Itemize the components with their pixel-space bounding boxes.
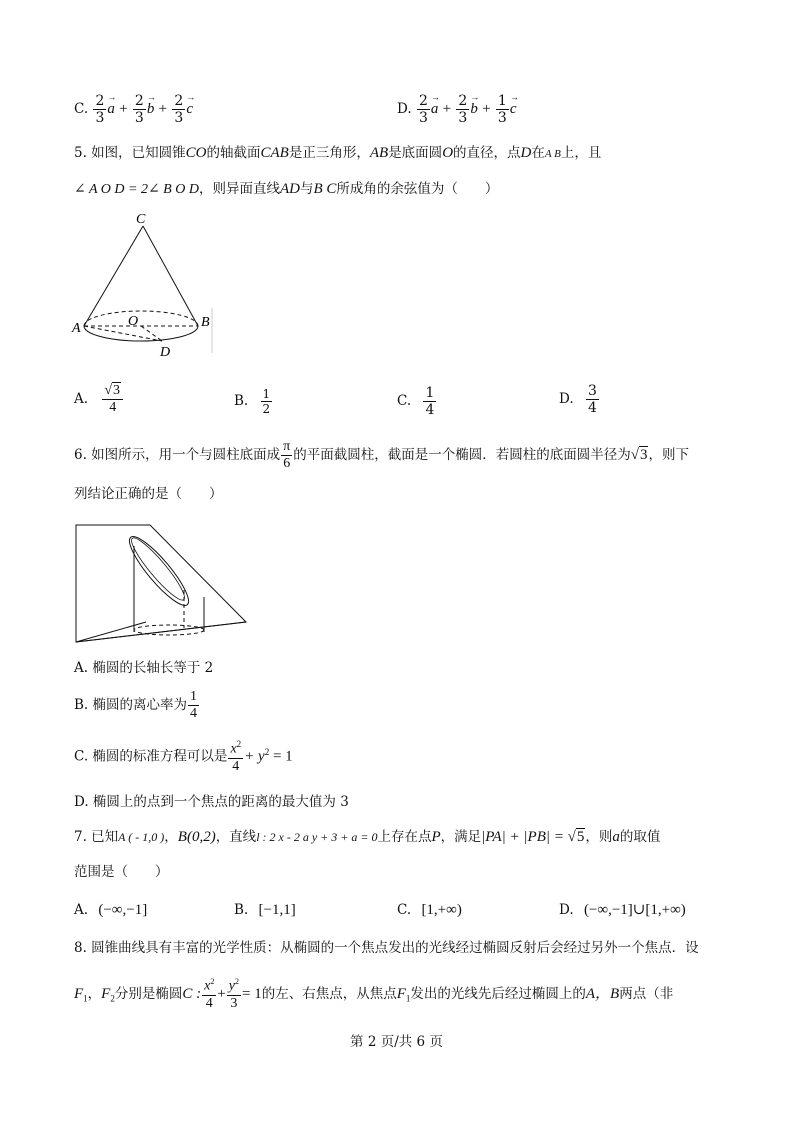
q5-stem-line2: ∠ A O D = 2∠ B O D，则异面直线AD与B C所成角的余弦值为（ ）	[74, 181, 499, 197]
q7-option-b: B. [−1,1]	[234, 902, 296, 918]
q7-stem-line2: 范围是（ ）	[74, 864, 169, 880]
page-footer: 第 2 页/共 6 页	[350, 1034, 443, 1050]
q8-stem-line2: $F_1$，$F_2$分别是椭圆C : $\frac{x^2}{4}$ + $\frac{y^2}{3}$ = 1的左、右焦点，从焦点$F_1$发出的光线先后经过椭圆上的A，B两点（非	[74, 977, 674, 1011]
q6-stem-line2: 列结论正确的是（ ）	[74, 486, 223, 502]
q5-option-d: D. $\frac{3}{4}$	[559, 383, 597, 416]
label-a: A	[72, 321, 81, 336]
q4-option-d: D. $\frac{2}{3}$ a → + $\frac{2}{3}$ b → + $\frac{1}{3}$ c →	[397, 94, 517, 125]
q6-option-a: A. 椭圆的长轴长等于 2	[74, 660, 214, 676]
q6-option-c: C. 椭圆的标准方程可以是 $\frac{x^2}{4}$ + $y^2 = 1$	[74, 739, 293, 774]
label-c: C	[136, 212, 146, 227]
q5-option-a: A. $\frac{√3}{4}$	[74, 384, 124, 415]
q4-option-c: C. $\frac{2}{3}$ a → + $\frac{2}{3}$ b → + $\frac{2}{3}$ c →	[74, 94, 193, 125]
q6-cylinder-figure	[70, 518, 255, 648]
q5-option-c: C. $\frac{1}{4}$	[397, 385, 435, 418]
frac: $\frac{2}{3}$	[95, 93, 105, 126]
q5-option-b: B. $\frac{1}{2}$	[234, 387, 271, 416]
q5-stem-line1: 5. 如图，已知圆锥CO的轴截面CAB是正三角形，AB是底面圆O的直径，点D在A B上，且	[74, 145, 602, 161]
q6-stem-line1: 6. 如图所示，用一个与圆柱底面成 $\frac{\pi}{6}$ 的平面截圆柱，截面是一个椭圆．若圆柱的底面圆半径为√3，则下	[74, 439, 689, 471]
label-d: D	[160, 345, 171, 360]
label-b: B	[201, 315, 210, 330]
q6-option-b: B. 椭圆的离心率为 $\frac{1}{4}$	[74, 689, 198, 721]
q6-option-d: D. 椭圆上的点到一个焦点的距离的最大值为 3	[74, 794, 349, 810]
q7-option-d: D. (−∞,−1]∪[1,+∞)	[559, 902, 686, 918]
q7-option-a: A. (−∞,−1]	[74, 902, 148, 918]
q7-option-c: C. [1,+∞)	[397, 902, 462, 918]
q5-cone-figure	[70, 208, 220, 360]
label-o: O	[128, 314, 139, 329]
q7-stem-line1: 7. 已知A ( - 1,0 )，B(0,2)，直线l : 2 x - 2 a y + 3 + a = 0上存在点P，满足|PA| + |PB| = √5，则a的取值	[74, 829, 661, 845]
q8-stem-line1: 8. 圆锥曲线具有丰富的光学性质：从椭圆的一个焦点发出的光线经过椭圆反射后会经过另外一个焦点．设	[74, 940, 699, 956]
